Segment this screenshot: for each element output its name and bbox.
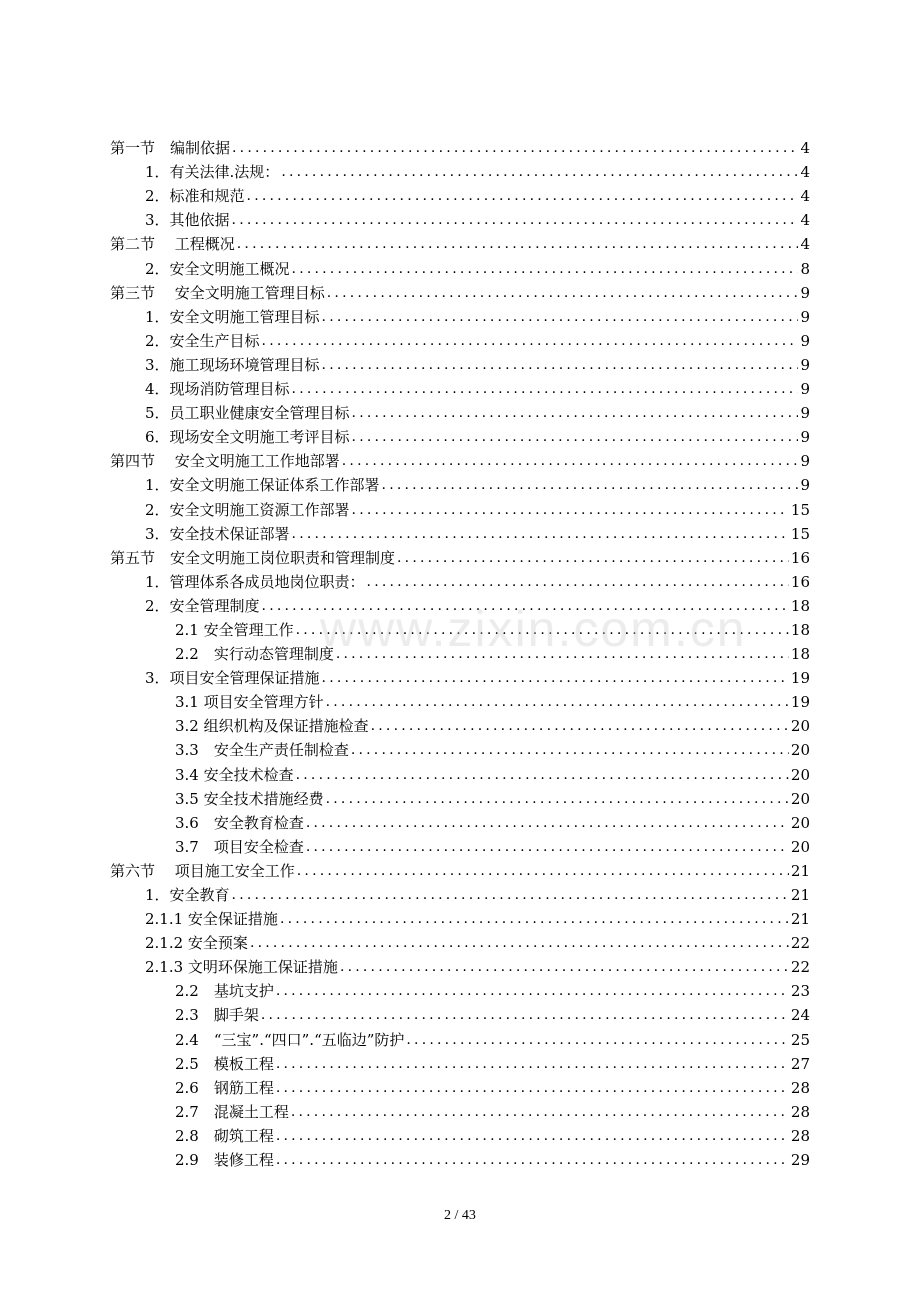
dot-leader (247, 186, 799, 206)
toc-entry-page: 20 (790, 741, 810, 760)
toc-entry-title: 1．安全教育 (145, 886, 230, 904)
toc-entry[interactable] (0, 905, 920, 929)
dot-leader (326, 692, 789, 712)
toc-entry-page: 4 (800, 139, 810, 158)
watermark: www.zixin.com.cn (320, 601, 747, 657)
toc-entry[interactable] (0, 712, 920, 736)
toc-entry[interactable] (0, 616, 920, 640)
toc-entry-title: 2．标准和规范 (145, 187, 245, 206)
toc-entry-title: 2．安全生产目标 (145, 331, 260, 350)
dot-leader (326, 789, 789, 809)
toc-entry[interactable] (0, 158, 920, 182)
toc-entry[interactable] (0, 664, 920, 688)
toc-entry-title: 3.4 安全技术检查 (175, 765, 294, 784)
toc-entry-title: 1．安全文明施工保证体系工作部署 (145, 476, 380, 495)
toc-entry-page: 20 (790, 789, 810, 808)
toc-entry-page: 28 (790, 1126, 810, 1145)
dot-leader (291, 1102, 789, 1122)
toc-entry-title: 5．员工职业健康安全管理目标 (145, 404, 350, 423)
dot-leader (406, 1030, 789, 1050)
toc-entry[interactable] (0, 592, 920, 616)
toc-entry[interactable] (0, 254, 920, 278)
toc-entry-title: 1．管理体系各成员地岗位职责： (145, 572, 365, 591)
toc-entry-page: 9 (800, 404, 810, 423)
toc-entry-page: 9 (800, 355, 810, 374)
toc-entry-title: 第一节 编制依据 (110, 139, 231, 158)
toc-entry[interactable] (0, 399, 920, 423)
toc-entry-page: 9 (800, 428, 810, 447)
toc-entry-title: 4．现场消防管理目标 (145, 380, 290, 399)
toc-entry[interactable] (0, 833, 920, 857)
toc-entry-title: 2.2 基坑支护 (175, 982, 274, 1001)
toc-entry[interactable] (0, 1122, 920, 1146)
dot-leader (336, 644, 789, 664)
toc-entry[interactable] (0, 544, 920, 568)
toc-entry-title: 3.7 项目安全检查 (175, 837, 304, 856)
toc-entry-title: 第四节 安全文明施工工作地部署 (110, 452, 340, 471)
dot-leader (232, 210, 799, 230)
toc-entry[interactable] (0, 279, 920, 303)
toc-entry-page: 24 (790, 1006, 810, 1025)
toc-entry[interactable] (0, 303, 920, 327)
dot-leader (367, 572, 789, 592)
toc-entry-title: 6．现场安全文明施工考评目标 (145, 428, 350, 447)
toc-entry[interactable] (0, 351, 920, 375)
toc-entry-page: 9 (800, 380, 810, 399)
toc-entry[interactable] (0, 327, 920, 351)
toc-entry[interactable] (0, 953, 920, 977)
toc-entry-title: 第六节 项目施工安全工作 (110, 861, 295, 880)
dot-leader (352, 427, 799, 447)
toc-entry-page: 4 (800, 187, 810, 206)
toc-entry[interactable] (0, 857, 920, 881)
toc-entry-page: 4 (800, 235, 810, 254)
toc-entry[interactable] (0, 760, 920, 784)
toc-entry[interactable] (0, 736, 920, 760)
toc-entry[interactable] (0, 1146, 920, 1170)
toc-entry-title: 2．安全文明施工资源工作部署 (145, 500, 350, 519)
dot-leader (322, 355, 799, 375)
toc-entry-page: 16 (790, 548, 810, 567)
dot-leader (237, 234, 799, 254)
toc-entry[interactable] (0, 568, 920, 592)
toc-entry[interactable] (0, 471, 920, 495)
toc-entry-title: 3.5 安全技术措施经费 (175, 789, 324, 808)
toc-entry[interactable] (0, 977, 920, 1001)
toc-entry-title: 第五节 安全文明施工岗位职责和管理制度 (110, 548, 396, 567)
toc-entry-title: 2.3 脚手架 (175, 1006, 259, 1025)
toc-entry-page: 21 (790, 886, 810, 904)
toc-entry-page: 18 (790, 620, 810, 639)
dot-leader (397, 548, 789, 568)
toc-entry-title: 1．安全文明施工管理目标 (145, 307, 320, 326)
toc-entry-title: 2.9 装修工程 (175, 1151, 274, 1170)
toc-entry-page: 23 (790, 982, 810, 1001)
toc-entry-title: 3．安全技术保证部署 (145, 524, 290, 543)
toc-entry-page: 28 (790, 1102, 810, 1121)
toc-entry-title: 3.3 安全生产责任制检查 (175, 741, 349, 760)
dot-leader (340, 957, 789, 977)
toc-entry-page: 22 (790, 934, 810, 953)
toc-entry-title: 3.6 安全教育检查 (175, 813, 304, 832)
toc-entry[interactable] (0, 881, 920, 905)
toc-entry[interactable] (0, 423, 920, 447)
dot-leader (322, 307, 799, 327)
dot-leader (281, 162, 798, 182)
dot-leader (352, 403, 799, 423)
toc-entry-page: 28 (790, 1078, 810, 1097)
toc-entry-page: 18 (790, 645, 810, 664)
toc-entry[interactable] (0, 929, 920, 953)
toc-entry-page: 9 (800, 307, 810, 326)
dot-leader (322, 668, 789, 688)
toc-entry-page: 8 (800, 259, 810, 278)
toc-entry[interactable] (0, 447, 920, 471)
toc-entry-page: 21 (790, 861, 810, 880)
dot-leader (280, 909, 789, 929)
toc-entry-title: 3.2 组织机构及保证措施检查 (175, 717, 369, 736)
toc-entry-title: 3．施工现场环境管理目标 (145, 355, 320, 374)
toc-entry-title: 2.1.2 安全预案 (145, 934, 248, 953)
toc-entry-title: 2．安全文明施工概况 (145, 259, 290, 278)
toc-entry-title: 2.6 钢筋工程 (175, 1078, 274, 1097)
toc-entry[interactable] (0, 520, 920, 544)
dot-leader (352, 500, 789, 520)
toc-entry-page: 20 (790, 837, 810, 856)
dot-leader (261, 1005, 789, 1025)
dot-leader (292, 524, 789, 544)
toc-entry-page: 19 (790, 669, 810, 688)
toc-entry-page: 25 (790, 1030, 810, 1049)
dot-leader (292, 259, 799, 279)
toc-entry[interactable] (0, 495, 920, 519)
toc-entry-page: 19 (790, 693, 810, 712)
toc-entry-title: 3．其他依据 (145, 211, 230, 230)
toc-entry-page: 9 (800, 331, 810, 350)
toc-entry[interactable] (0, 785, 920, 809)
toc-entry-title: 2.4 “三宝”.“四口”.“五临边”防护 (175, 1030, 405, 1049)
dot-leader (371, 716, 789, 736)
toc-entry-page: 15 (790, 524, 810, 543)
dot-leader (232, 885, 789, 905)
dot-leader (276, 1078, 789, 1098)
toc-entry-page: 18 (790, 596, 810, 615)
toc-entry-page: 4 (800, 163, 810, 182)
toc-entry[interactable] (0, 182, 920, 206)
dot-leader (382, 475, 799, 495)
toc-entry-title: 2.5 模板工程 (175, 1054, 274, 1073)
toc-entry[interactable] (0, 688, 920, 712)
toc-entry-title: 3．项目安全管理保证措施 (145, 669, 320, 688)
toc-entry-title: 2.7 混凝土工程 (175, 1102, 289, 1121)
toc-entry[interactable] (0, 1001, 920, 1025)
toc-entry[interactable] (0, 134, 920, 158)
toc-entry-page: 22 (790, 958, 810, 977)
toc-entry-title: 2.2 实行动态管理制度 (175, 645, 334, 664)
toc-entry-title: 2.8 砌筑工程 (175, 1126, 274, 1145)
dot-leader (342, 451, 799, 471)
toc-entry[interactable] (0, 230, 920, 254)
toc-entry[interactable] (0, 1074, 920, 1098)
toc-entry-page: 15 (790, 500, 810, 519)
toc-entry-title: 2.1.1 安全保证措施 (145, 910, 278, 929)
dot-leader (276, 1150, 789, 1170)
toc-entry[interactable] (0, 1098, 920, 1122)
toc-entry-page: 29 (790, 1151, 810, 1170)
page-number: 2 / 43 (444, 1208, 476, 1223)
toc-entry-title: 2.1 安全管理工作 (175, 620, 294, 639)
toc-entry[interactable] (0, 375, 920, 399)
toc-entry-title: 第二节 工程概况 (110, 235, 235, 254)
dot-leader (262, 331, 799, 351)
toc-entry[interactable] (0, 809, 920, 833)
toc-entry-page: 9 (800, 283, 810, 302)
dot-leader (276, 1126, 789, 1146)
toc-entry-title: 2．安全管理制度 (145, 596, 260, 615)
toc-entry[interactable] (0, 1050, 920, 1074)
dot-leader (262, 596, 789, 616)
toc-entry-title: 1．有关法律.法规： (145, 163, 280, 182)
toc-entry[interactable] (0, 1025, 920, 1049)
toc-entry-page: 20 (790, 717, 810, 736)
table-of-contents (0, 134, 920, 1170)
toc-entry-page: 20 (790, 765, 810, 784)
dot-leader (276, 981, 789, 1001)
toc-entry[interactable] (0, 206, 920, 230)
toc-entry-page: 4 (800, 211, 810, 230)
dot-leader (306, 837, 789, 857)
dot-leader (297, 861, 789, 881)
dot-leader (296, 765, 789, 785)
toc-entry-page: 21 (790, 910, 810, 929)
dot-leader (327, 283, 799, 303)
dot-leader (351, 740, 789, 760)
dot-leader (250, 933, 789, 953)
toc-entry-page: 9 (800, 476, 810, 495)
toc-entry-page: 9 (800, 452, 810, 471)
dot-leader (232, 138, 798, 158)
dot-leader (306, 813, 789, 833)
toc-entry-page: 20 (790, 813, 810, 832)
toc-entry[interactable] (0, 640, 920, 664)
toc-entry-title: 2.1.3 文明环保施工保证措施 (145, 958, 338, 977)
dot-leader (296, 620, 789, 640)
toc-entry-title: 第三节 安全文明施工管理目标 (110, 283, 325, 302)
toc-entry-title: 3.1 项目安全管理方针 (175, 693, 324, 712)
dot-leader (292, 379, 799, 399)
dot-leader (276, 1054, 789, 1074)
toc-entry-page: 27 (790, 1054, 810, 1073)
toc-entry-page: 16 (790, 572, 810, 591)
